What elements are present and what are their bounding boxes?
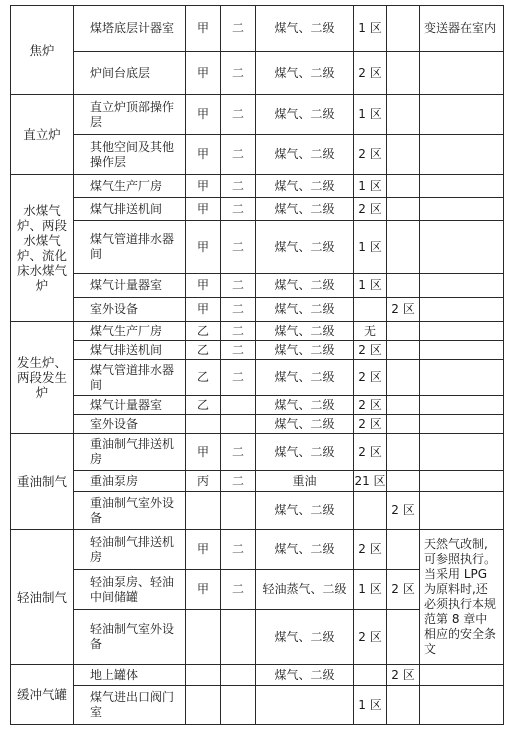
fire-class-cell: 甲 (186, 274, 221, 298)
zone-2-cell (387, 322, 420, 341)
location-cell: 煤气进出口阀门室 (74, 686, 186, 725)
medium-cell: 煤气、二级 (256, 322, 354, 341)
note-cell (420, 686, 504, 725)
location-cell: 直立炉顶部操作层 (74, 95, 186, 135)
grade-cell: 二 (221, 570, 256, 610)
note-cell (420, 95, 504, 135)
medium-cell: 煤气、二级 (256, 492, 354, 530)
category-cell: 重油制气 (11, 434, 74, 530)
fire-class-cell (186, 610, 221, 665)
fire-class-cell: 甲 (186, 570, 221, 610)
grade-cell: 二 (221, 341, 256, 360)
location-cell: 重油泵房 (74, 471, 186, 492)
fire-class-cell (186, 492, 221, 530)
fire-class-cell: 甲 (186, 198, 221, 221)
zone-1-cell: 1 区 (354, 175, 387, 198)
fire-class-cell: 丙 (186, 471, 221, 492)
note-cell (420, 298, 504, 322)
note-cell (420, 492, 504, 530)
location-cell: 煤气管道排水器间 (74, 360, 186, 396)
grade-cell: 二 (221, 135, 256, 175)
zone-2-cell: 2 区 (387, 665, 420, 686)
table-row (11, 135, 504, 175)
zone-1-cell: 1 区 (354, 6, 387, 52)
grade-cell: 二 (221, 530, 256, 570)
location-cell: 炉间台底层 (74, 52, 186, 95)
table-row (11, 198, 504, 221)
zone-2-cell (387, 686, 420, 725)
fire-class-cell: 甲 (186, 530, 221, 570)
medium-cell: 煤气、二级 (256, 396, 354, 415)
fire-class-cell: 乙 (186, 396, 221, 415)
zone-2-cell (387, 175, 420, 198)
medium-cell: 重油 (256, 471, 354, 492)
medium-cell: 煤气、二级 (256, 175, 354, 198)
table-body (11, 6, 504, 725)
medium-cell: 煤气、二级 (256, 341, 354, 360)
table-row (11, 95, 504, 135)
location-cell: 重油制气室外设备 (74, 492, 186, 530)
zone-2-cell (387, 95, 420, 135)
table-row (11, 175, 504, 198)
zone-2-cell (387, 396, 420, 415)
zone-1-cell: 2 区 (354, 530, 387, 570)
zone-2-cell (387, 610, 420, 665)
zone-2-cell (387, 135, 420, 175)
zone-1-cell: 2 区 (354, 341, 387, 360)
table-row (11, 530, 504, 570)
note-cell (420, 665, 504, 686)
zone-1-cell (354, 665, 387, 686)
zone-2-cell (387, 341, 420, 360)
location-cell: 煤气计量器室 (74, 396, 186, 415)
zone-1-cell: 无 (354, 322, 387, 341)
grade-cell: 二 (221, 298, 256, 322)
fire-class-cell: 甲 (186, 52, 221, 95)
location-cell: 轻油泵房、轻油中间储罐 (74, 570, 186, 610)
grade-cell: 二 (221, 322, 256, 341)
location-cell: 煤气排送机间 (74, 341, 186, 360)
zone-2-cell (387, 274, 420, 298)
location-cell: 煤气管道排水器间 (74, 221, 186, 274)
zone-1-cell (354, 492, 387, 530)
grade-cell (221, 492, 256, 530)
location-cell: 重油制气排送机房 (74, 434, 186, 471)
zone-1-cell: 2 区 (354, 52, 387, 95)
medium-cell: 煤气、二级 (256, 434, 354, 471)
fire-class-cell: 乙 (186, 360, 221, 396)
grade-cell (221, 415, 256, 434)
fire-class-cell (186, 686, 221, 725)
fire-class-cell: 甲 (186, 298, 221, 322)
location-cell: 煤塔底层计器室 (74, 6, 186, 52)
category-cell: 轻油制气 (11, 530, 74, 665)
zone-2-cell (387, 530, 420, 570)
location-cell: 煤气计量器室 (74, 274, 186, 298)
location-cell: 室外设备 (74, 298, 186, 322)
zone-1-cell: 1 区 (354, 221, 387, 274)
grade-cell (221, 396, 256, 415)
zone-2-cell (387, 415, 420, 434)
location-cell: 煤气排送机间 (74, 198, 186, 221)
location-cell: 煤气生产厂房 (74, 175, 186, 198)
table-row (11, 665, 504, 686)
fire-class-cell: 甲 (186, 221, 221, 274)
note-cell (420, 341, 504, 360)
medium-cell: 煤气、二级 (256, 298, 354, 322)
zone-1-cell: 2 区 (354, 396, 387, 415)
grade-cell: 二 (221, 221, 256, 274)
zone-1-cell: 2 区 (354, 434, 387, 471)
note-cell (420, 221, 504, 274)
note-cell (420, 135, 504, 175)
location-cell: 轻油制气排送机房 (74, 530, 186, 570)
zone-1-cell: 1 区 (354, 274, 387, 298)
zone-2-cell (387, 6, 420, 52)
zone-2-cell: 2 区 (387, 570, 420, 610)
table-row (11, 434, 504, 471)
grade-cell: 二 (221, 198, 256, 221)
note-cell (420, 322, 504, 341)
zone-1-cell: 1 区 (354, 95, 387, 135)
location-cell: 轻油制气室外设备 (74, 610, 186, 665)
table-row (11, 298, 504, 322)
zone-2-cell: 2 区 (387, 492, 420, 530)
medium-cell (256, 686, 354, 725)
medium-cell: 煤气、二级 (256, 6, 354, 52)
medium-cell: 煤气、二级 (256, 415, 354, 434)
zone-1-cell: 2 区 (354, 360, 387, 396)
category-cell: 缓冲气罐 (11, 665, 74, 725)
medium-cell: 煤气、二级 (256, 52, 354, 95)
fire-class-cell: 甲 (186, 175, 221, 198)
table-row (11, 274, 504, 298)
note-cell (420, 415, 504, 434)
grade-cell: 二 (221, 360, 256, 396)
medium-cell: 煤气、二级 (256, 665, 354, 686)
grade-cell (221, 686, 256, 725)
table-row (11, 52, 504, 95)
fire-class-cell: 乙 (186, 322, 221, 341)
grade-cell: 二 (221, 175, 256, 198)
grade-cell (221, 665, 256, 686)
table-row (11, 471, 504, 492)
hazard-zone-table (10, 5, 504, 725)
note-cell (420, 175, 504, 198)
category-cell: 发生炉、两段发生炉 (11, 322, 74, 434)
grade-cell (221, 610, 256, 665)
zone-1-cell: 2 区 (354, 415, 387, 434)
medium-cell: 煤气、二级 (256, 610, 354, 665)
table-row (11, 396, 504, 415)
note-cell (420, 471, 504, 492)
medium-cell: 煤气、二级 (256, 198, 354, 221)
grade-cell: 二 (221, 471, 256, 492)
location-cell: 室外设备 (74, 415, 186, 434)
medium-cell: 煤气、二级 (256, 274, 354, 298)
grade-cell: 二 (221, 95, 256, 135)
zone-2-cell (387, 198, 420, 221)
note-cell: 变送器在室内 (420, 6, 504, 52)
table-row (11, 221, 504, 274)
note-cell (420, 396, 504, 415)
zone-2-cell (387, 434, 420, 471)
zone-2-cell (387, 471, 420, 492)
zone-2-cell (387, 360, 420, 396)
zone-1-cell: 2 区 (354, 135, 387, 175)
table-row (11, 322, 504, 341)
zone-1-cell: 2 区 (354, 610, 387, 665)
table-row (11, 360, 504, 396)
medium-cell: 煤气、二级 (256, 95, 354, 135)
fire-class-cell: 甲 (186, 95, 221, 135)
category-cell: 水煤气炉、两段水煤气炉、流化床水煤气炉 (11, 175, 74, 322)
table-row (11, 341, 504, 360)
zone-2-cell: 2 区 (387, 298, 420, 322)
table-row (11, 686, 504, 725)
medium-cell: 煤气、二级 (256, 360, 354, 396)
table-row (11, 492, 504, 530)
fire-class-cell: 甲 (186, 135, 221, 175)
grade-cell: 二 (221, 434, 256, 471)
note-cell (420, 52, 504, 95)
note-cell: 天然气改制,可参照执行。当采用 LPG 为原料时,还必须执行本规范第 8 章中相应的安全条文 (420, 530, 504, 665)
grade-cell: 二 (221, 52, 256, 95)
zone-1-cell: 2 区 (354, 198, 387, 221)
fire-class-cell: 乙 (186, 341, 221, 360)
note-cell (420, 360, 504, 396)
category-cell: 直立炉 (11, 95, 74, 175)
grade-cell: 二 (221, 6, 256, 52)
medium-cell: 煤气、二级 (256, 530, 354, 570)
note-cell (420, 274, 504, 298)
location-cell: 煤气生产厂房 (74, 322, 186, 341)
fire-class-cell: 甲 (186, 6, 221, 52)
medium-cell: 煤气、二级 (256, 135, 354, 175)
location-cell: 其他空间及其他操作层 (74, 135, 186, 175)
table-row (11, 6, 504, 52)
zone-2-cell (387, 221, 420, 274)
zone-1-cell: 21 区 (354, 471, 387, 492)
category-cell: 焦炉 (11, 6, 74, 95)
medium-cell: 轻油蒸气、二级 (256, 570, 354, 610)
zone-1-cell: 1 区 (354, 686, 387, 725)
fire-class-cell: 甲 (186, 434, 221, 471)
zone-1-cell: 1 区 (354, 570, 387, 610)
location-cell: 地上罐体 (74, 665, 186, 686)
medium-cell: 煤气、二级 (256, 221, 354, 274)
fire-class-cell (186, 665, 221, 686)
grade-cell: 二 (221, 274, 256, 298)
note-cell (420, 434, 504, 471)
table-row (11, 415, 504, 434)
fire-class-cell (186, 415, 221, 434)
zone-2-cell (387, 52, 420, 95)
note-cell (420, 198, 504, 221)
zone-1-cell (354, 298, 387, 322)
